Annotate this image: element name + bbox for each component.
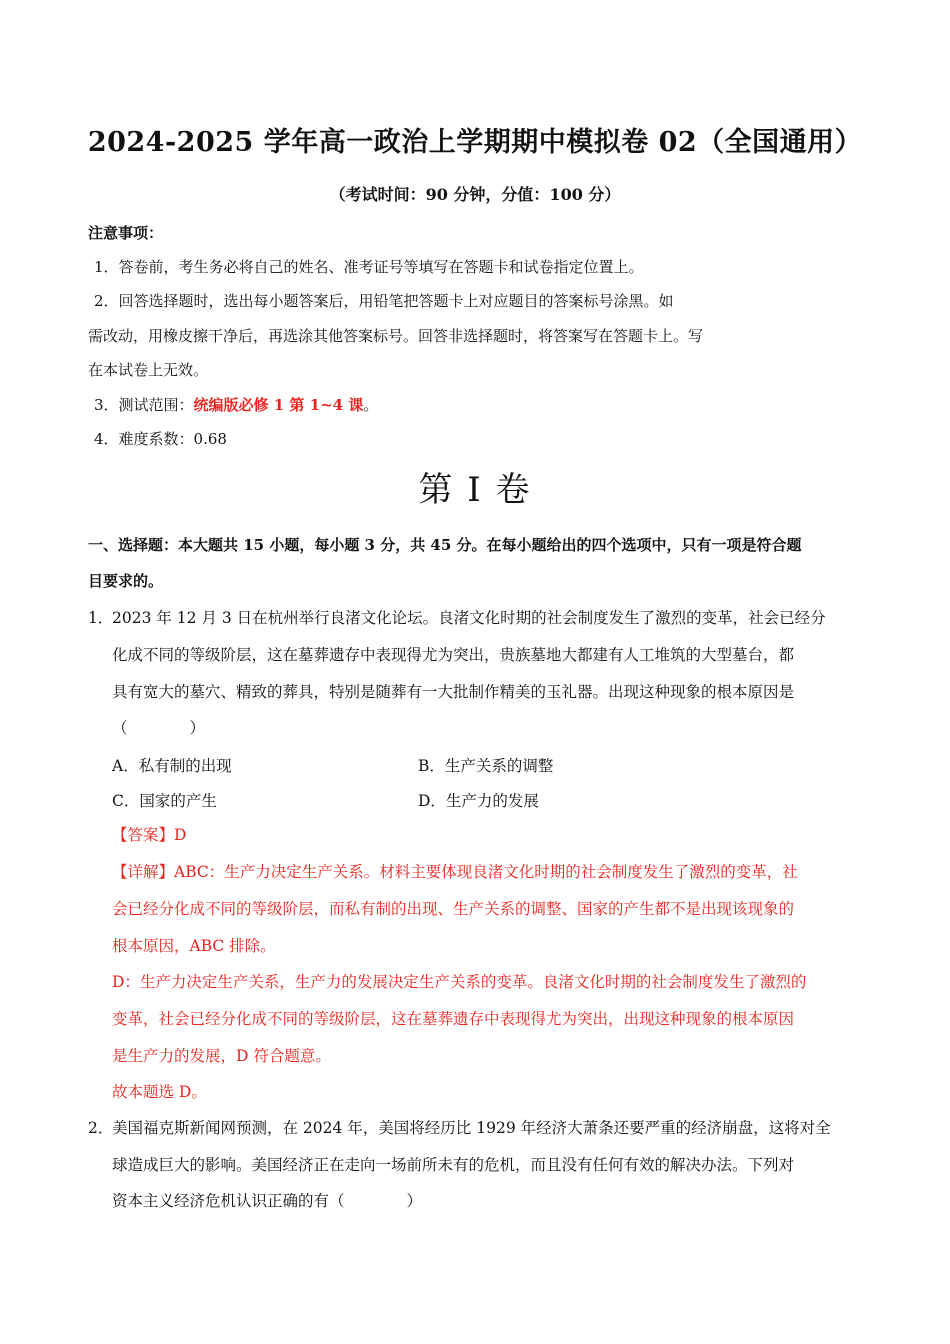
notice-item-3-end: 。 — [363, 396, 379, 414]
question-2-line-2: 球造成巨大的影响。美国经济正在走向一场前所未有的危机，而且没有任何有效的解决办法。下列对 — [112, 1156, 795, 1174]
answer-label: 【答案】D — [112, 826, 187, 844]
question-1-number: 1． — [88, 609, 114, 627]
volume-title: 第 I 卷 — [418, 470, 532, 510]
detail-line-4: D：生产力决定生产关系，生产力的发展决定生产关系的变革。良渚文化时期的社会制度发生了激烈的 — [112, 973, 807, 991]
question-1-line-1: 2023 年 12 月 3 日在杭州举行良渚文化论坛。良渚文化时期的社会制度发生了激烈的变革，社会已经分 — [112, 609, 826, 627]
section-heading-line-2: 目要求的。 — [88, 572, 164, 590]
option-a: A．私有制的出现 — [112, 757, 232, 775]
question-2-line-3: 资本主义经济危机认识正确的有（ ） — [112, 1192, 423, 1210]
page-title: 2024-2025 学年高一政治上学期期中模拟卷 02（全国通用） — [87, 127, 863, 158]
notice-item-4: 4．难度系数：0.68 — [94, 430, 227, 448]
detail-line-2: 会已经分化成不同的等级阶层，而私有制的出现、生产关系的调整、国家的产生都不是出现该现象的 — [112, 900, 795, 918]
detail-line-5: 变革，社会已经分化成不同的等级阶层，这在墓葬遗存中表现得尤为突出，出现这种现象的根本原因 — [112, 1010, 795, 1028]
detail-line-1: 【详解】ABC：生产力决定生产关系。材料主要体现良渚文化时期的社会制度发生了激烈的变革，社 — [112, 863, 798, 881]
detail-line-7: 故本题选 D。 — [112, 1083, 207, 1101]
question-1-line-4: （ ） — [112, 719, 206, 737]
notice-item-3-label: 3．测试范围： — [94, 396, 194, 414]
option-c: C．国家的产生 — [112, 792, 217, 810]
question-2-line-1: 美国福克斯新闻网预测，在 2024 年，美国将经历比 1929 年经济大萧条还要严重的经济崩盘，这将对全 — [112, 1119, 831, 1137]
test-range: 统编版必修 1 第 1~4 课 — [193, 396, 364, 414]
detail-line-3: 根本原因，ABC 排除。 — [112, 937, 276, 955]
detail-line-6: 是生产力的发展，D 符合题意。 — [112, 1047, 331, 1065]
notice-item-2-line-1: 2．回答选择题时，选出每小题答案后，用铅笔把答题卡上对应题目的答案标号涂黑。如 — [94, 292, 674, 310]
notice-heading: 注意事项： — [88, 224, 164, 242]
section-heading-line-1: 一、选择题：本大题共 15 小题，每小题 3 分，共 45 分。在每小题给出的四个选项中，只有一项是符合题 — [88, 536, 802, 554]
notice-item-2-line-2: 需改动，用橡皮擦干净后，再选涂其他答案标号。回答非选择题时，将答案写在答题卡上。写 — [88, 327, 704, 345]
question-1-line-3: 具有宽大的墓穴、精致的葬具，特别是随葬有一大批制作精美的玉礼器。出现这种现象的根本原因是 — [112, 683, 795, 701]
question-1-line-2: 化成不同的等级阶层，这在墓葬遗存中表现得尤为突出，贵族墓地大都建有人工堆筑的大型墓台，都 — [112, 646, 795, 664]
notice-item-2-line-3: 在本试卷上无效。 — [88, 361, 209, 379]
exam-info: （考试时间：90 分钟，分值：100 分） — [329, 185, 621, 204]
option-d: D．生产力的发展 — [418, 792, 539, 810]
notice-item-3 — [94, 393, 378, 417]
notice-item-1: 1．答卷前，考生务必将自己的姓名、准考证号等填写在答题卡和试卷指定位置上。 — [94, 258, 644, 276]
option-b: B．生产关系的调整 — [418, 757, 554, 775]
question-2-number: 2． — [88, 1119, 114, 1137]
